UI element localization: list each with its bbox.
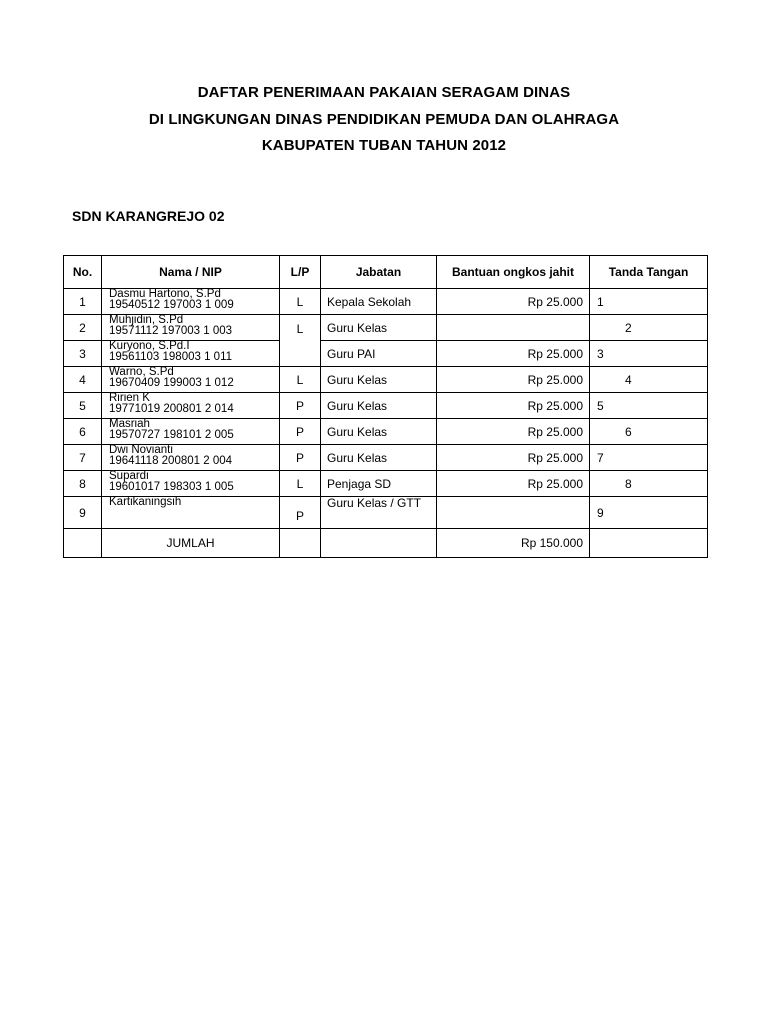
total-empty-cell (280, 529, 321, 558)
name-nip-cell (102, 341, 280, 367)
employee-name: Kartikaningsih (109, 496, 182, 508)
position-cell: Guru Kelas (321, 419, 437, 445)
row-number: 7 (64, 445, 102, 471)
employee-nip: 19570727 198101 2 005 (109, 429, 234, 441)
employee-name: Ririen K (109, 392, 150, 404)
employee-nip: 19641118 200801 2 004 (109, 455, 233, 467)
gender-cell: L (280, 367, 321, 393)
employee-name: Warno, S.Pd (109, 366, 174, 378)
name-nip-cell (102, 471, 280, 497)
amount-cell: Rp 25.000 (437, 367, 590, 393)
employee-nip: 19670409 199003 1 012 (109, 377, 234, 389)
employee-name: Kuryono, S.Pd.I (109, 340, 190, 352)
table-row (64, 367, 708, 393)
employee-nip: 19540512 197003 1 009 (109, 299, 234, 311)
name-nip-cell (102, 393, 280, 419)
receipt-table (63, 255, 708, 558)
title-line-2: DI LINGKUNGAN DINAS PENDIDIKAN PEMUDA DAN OLAHRAGA (148, 111, 620, 128)
name-nip-cell (102, 445, 280, 471)
amount-cell: Rp 25.000 (437, 393, 590, 419)
gender-cell: P (280, 419, 321, 445)
header-jabatan: Jabatan (321, 256, 437, 289)
row-number: 1 (64, 289, 102, 315)
position-cell: Guru Kelas / GTT (321, 497, 437, 529)
total-label: JUMLAH (102, 529, 280, 558)
employee-nip: 19561103 198003 1 011 (109, 351, 233, 363)
table-row (64, 393, 708, 419)
amount-cell: Rp 25.000 (437, 445, 590, 471)
total-row (64, 529, 708, 558)
signature-cell: 2 (590, 315, 708, 341)
amount-cell (437, 497, 590, 529)
total-empty-cell (64, 529, 102, 558)
row-number: 3 (64, 341, 102, 367)
gender-cell: L (280, 471, 321, 497)
title-line-1: DAFTAR PENERIMAAN PAKAIAN SERAGAM DINAS (197, 84, 571, 101)
gender-cell (280, 315, 321, 367)
position-cell: Guru Kelas (321, 445, 437, 471)
table-row (64, 471, 708, 497)
signature-cell: 4 (590, 367, 708, 393)
signature-cell: 9 (590, 497, 708, 529)
employee-nip: 19771019 200801 2 014 (109, 403, 234, 415)
amount-cell: Rp 25.000 (437, 471, 590, 497)
position-cell: Guru Kelas (321, 367, 437, 393)
signature-cell: 1 (590, 289, 708, 315)
signature-cell: 5 (590, 393, 708, 419)
table-header-row (64, 256, 708, 289)
position-cell: Guru Kelas (321, 393, 437, 419)
header-nama-nip: Nama / NIP (102, 256, 280, 289)
total-empty-cell (321, 529, 437, 558)
amount-cell: Rp 25.000 (437, 289, 590, 315)
table-row (64, 419, 708, 445)
position-cell: Penjaga SD (321, 471, 437, 497)
gender-cell: P (280, 393, 321, 419)
signature-cell: 3 (590, 341, 708, 367)
header-bantuan: Bantuan ongkos jahit (437, 256, 590, 289)
table-row (64, 315, 708, 341)
name-nip-cell (102, 315, 280, 341)
position-cell: Guru Kelas (321, 315, 437, 341)
school-name: SDN KARANGREJO 02 (72, 208, 225, 224)
signature-cell: 7 (590, 445, 708, 471)
amount-cell: Rp 25.000 (437, 341, 590, 367)
row-number: 6 (64, 419, 102, 445)
total-amount: Rp 150.000 (437, 529, 590, 558)
gender-cell: P (280, 497, 321, 529)
table-row (64, 289, 708, 315)
gender-cell: P (280, 445, 321, 471)
employee-name: Muhjidin, S.Pd (109, 314, 184, 326)
gender-value: L (296, 321, 304, 336)
table-row (64, 497, 708, 529)
employee-nip: 19601017 198303 1 005 (109, 481, 234, 493)
name-nip-cell (102, 497, 280, 529)
row-number: 2 (64, 315, 102, 341)
name-nip-cell (102, 289, 280, 315)
gender-cell: L (280, 289, 321, 315)
row-number: 4 (64, 367, 102, 393)
header-lp: L/P (280, 256, 321, 289)
employee-name: Supardi (109, 470, 149, 482)
row-number: 5 (64, 393, 102, 419)
signature-cell: 6 (590, 419, 708, 445)
name-nip-cell (102, 367, 280, 393)
header-tanda-tangan: Tanda Tangan (590, 256, 708, 289)
employee-name: Dasmu Hartono, S.Pd (109, 288, 221, 300)
header-no: No. (64, 256, 102, 289)
table-row (64, 445, 708, 471)
title-line-3: KABUPATEN TUBAN TAHUN 2012 (261, 137, 507, 154)
name-nip-cell (102, 419, 280, 445)
position-cell: Guru PAI (321, 341, 437, 367)
signature-cell: 8 (590, 471, 708, 497)
total-empty-cell (590, 529, 708, 558)
row-number: 8 (64, 471, 102, 497)
table-row (64, 341, 708, 367)
employee-name: Dwi Novianti (109, 444, 173, 456)
employee-nip: 19571112 197003 1 003 (109, 325, 233, 337)
row-number: 9 (64, 497, 102, 529)
amount-cell: Rp 25.000 (437, 419, 590, 445)
position-cell: Kepala Sekolah (321, 289, 437, 315)
amount-cell (437, 315, 590, 341)
employee-name: Masriah (109, 418, 150, 430)
